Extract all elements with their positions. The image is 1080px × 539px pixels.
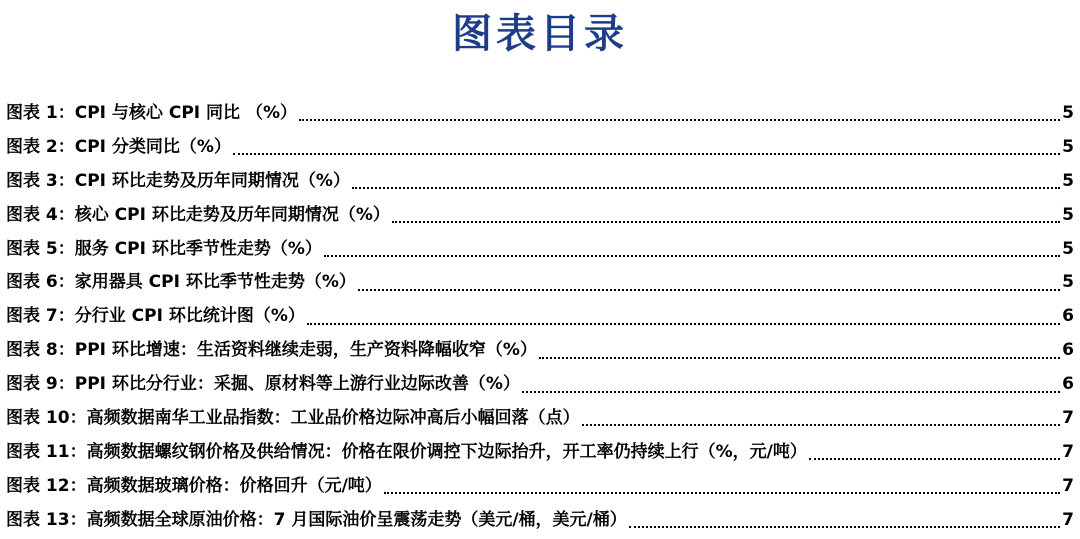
toc-leader-dots bbox=[358, 288, 1060, 291]
toc-entry-page: 6 bbox=[1062, 306, 1074, 327]
toc-entry[interactable] bbox=[6, 437, 1074, 471]
toc-entry-page: 7 bbox=[1062, 408, 1074, 429]
toc-entry[interactable] bbox=[6, 505, 1074, 539]
toc-entry-label: 图表 7：分行业 CPI 环比统计图（%） bbox=[6, 306, 305, 327]
toc-entry-page: 7 bbox=[1062, 475, 1074, 496]
toc-entry[interactable] bbox=[6, 166, 1074, 200]
toc-entry-label: 图表 6：家用器具 CPI 环比季节性走势（%） bbox=[6, 272, 356, 293]
toc-entry[interactable] bbox=[6, 335, 1074, 369]
toc-entry-label: 图表 10：高频数据南华工业品指数：工业品价格边际冲高后小幅回落（点） bbox=[6, 408, 580, 429]
toc-entry-label: 图表 2：CPI 分类同比（%） bbox=[6, 136, 231, 157]
toc-entry-label: 图表 9：PPI 环比分行业：采掘、原材料等上游行业边际改善（%） bbox=[6, 374, 520, 395]
page-title: 图表目录 bbox=[452, 10, 628, 57]
toc-entry-label: 图表 3：CPI 环比走势及历年同期情况（%） bbox=[6, 170, 350, 191]
toc-entry-page: 5 bbox=[1062, 136, 1074, 157]
toc-leader-dots bbox=[629, 525, 1060, 528]
toc-entry-label: 图表 1：CPI 与核心 CPI 同比 （%） bbox=[6, 103, 297, 123]
toc-leader-dots bbox=[392, 220, 1060, 223]
toc-entry-label: 图表 5：服务 CPI 环比季节性走势（%） bbox=[6, 238, 322, 259]
toc-entry-page: 5 bbox=[1062, 238, 1074, 259]
toc-leader-dots bbox=[522, 390, 1060, 393]
toc-entry-label: 图表 4：核心 CPI 环比走势及历年同期情况（%） bbox=[6, 204, 390, 225]
toc-entry[interactable] bbox=[6, 301, 1074, 335]
toc-leader-dots bbox=[809, 457, 1060, 460]
toc-entry[interactable] bbox=[6, 403, 1074, 437]
toc-entry-page: 5 bbox=[1062, 204, 1074, 225]
toc-entry[interactable] bbox=[6, 132, 1074, 166]
toc-leader-dots bbox=[352, 186, 1060, 189]
toc-entry-label: 图表 11：高频数据螺纹钢价格及供给情况：价格在限价调控下边际抬升，开工率仍持续上行（%，元/吨） bbox=[6, 441, 807, 462]
toc-leader-dots bbox=[582, 423, 1060, 426]
toc-entry[interactable] bbox=[6, 234, 1074, 268]
toc-leader-dots bbox=[539, 356, 1060, 359]
toc-entry[interactable] bbox=[6, 369, 1074, 403]
toc-entry-page: 6 bbox=[1062, 374, 1074, 395]
toc-entry-page: 7 bbox=[1062, 509, 1074, 530]
toc-entry-label: 图表 13：高频数据全球原油价格：7 月国际油价呈震荡走势（美元/桶，美元/桶） bbox=[6, 509, 627, 530]
toc-entry[interactable] bbox=[6, 98, 1074, 132]
toc-leader-dots bbox=[384, 491, 1060, 494]
toc-entry[interactable] bbox=[6, 267, 1074, 301]
toc-entry-page: 5 bbox=[1062, 103, 1074, 123]
toc-leader-dots bbox=[324, 254, 1060, 257]
toc-entry-page: 6 bbox=[1062, 340, 1074, 361]
toc-entry-label: 图表 8：PPI 环比增速：生活资料继续走弱，生产资料降幅收窄（%） bbox=[6, 340, 537, 361]
toc-list bbox=[6, 98, 1074, 539]
toc-entry-label: 图表 12：高频数据玻璃价格：价格回升（元/吨） bbox=[6, 475, 382, 496]
toc-leader-dots bbox=[299, 118, 1060, 121]
toc-leader-dots bbox=[307, 322, 1060, 325]
toc-entry-page: 5 bbox=[1062, 170, 1074, 191]
toc-entry-page: 5 bbox=[1062, 272, 1074, 293]
toc-entry-page: 7 bbox=[1062, 441, 1074, 462]
toc-entry[interactable] bbox=[6, 200, 1074, 234]
toc-leader-dots bbox=[233, 152, 1060, 155]
toc-entry[interactable] bbox=[6, 471, 1074, 505]
